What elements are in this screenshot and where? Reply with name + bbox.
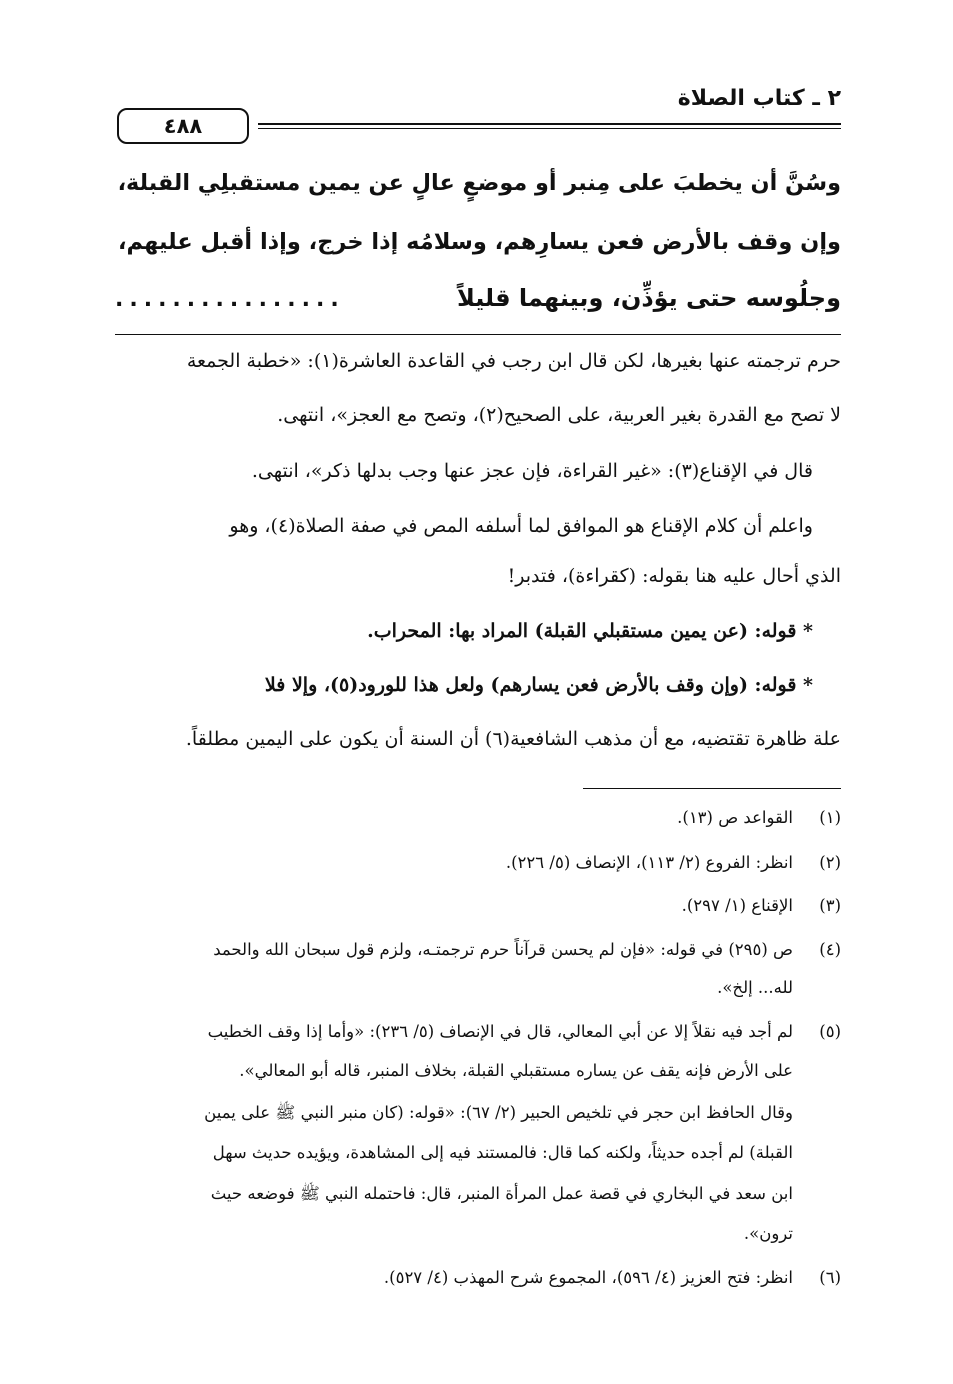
footnote-text: وقال الحافظ ابن حجر في تلخيص الحبير (٢/ ٦٧): «قوله: (كان منبر النبي ﷺ على يمين <box>204 1103 793 1122</box>
main-text-separator <box>115 334 841 335</box>
footnote-number: (٤) <box>819 940 841 959</box>
chapter-title: ٢ ـ كتاب الصلاة <box>677 86 841 111</box>
main-text-dots: ................ <box>115 287 345 312</box>
footnote-separator <box>583 788 841 789</box>
footnote-text: القواعد ص (١٣). <box>677 808 793 827</box>
commentary-line: الذي أحال عليه هنا بقوله: (كقراءة)، فتدبر! <box>507 565 841 587</box>
header-rule <box>258 123 841 125</box>
commentary-line: لا تصح مع القدرة بغير العربية، على الصحيح(٢)، وتصح مع العجز»، انتهى. <box>277 404 841 426</box>
footnote-number: (٢) <box>819 853 841 872</box>
footnote-text: الإقناع (١/ ٢٩٧). <box>681 896 793 915</box>
footnote-text: لم أجد فيه نقلاً إلا عن أبي المعالي، قال في الإنصاف (٥/ ٢٣٦): «وأما إذا وقف الخطيب <box>207 1022 793 1041</box>
footnote-text: القبلة) لم أجده حديثاً، ولكنه كما قال: فالمستند فيه إلى المشاهدة، ويؤيده حديث سهل <box>212 1143 793 1162</box>
page-number: ٤٨٨ <box>163 114 203 138</box>
page-number-box <box>117 108 249 144</box>
commentary-line: واعلم أن كلام الإقناع هو الموافق لما أسلفه المص في صفة الصلاة(٤)، وهو <box>229 515 813 537</box>
footnote-text: ترون». <box>743 1224 793 1243</box>
footnote-number: (٦) <box>819 1268 841 1287</box>
footnote-number: (٥) <box>819 1022 841 1041</box>
commentary-line: * قوله: (عن يمين مستقبلي القبلة) المراد بها: المحراب. <box>367 620 813 642</box>
footnote-text: انظر: فتح العزيز (٤/ ٥٩٦)، المجموع شرح المهذب (٤/ ٥٢٧). <box>383 1268 793 1287</box>
main-text-line: وجلُوسه حتى يؤذِّن، وبينهما قليلاً <box>457 284 841 312</box>
commentary-line: قال في الإقناع(٣): «غير القراءة، فإن عجز عنها وجب بدلها ذكر»، انتهى. <box>251 460 813 482</box>
commentary-line: حرم ترجمته عنها بغيرها، لكن قال ابن رجب في القاعدة العاشرة(١): «خطبة الجمعة <box>186 350 841 372</box>
main-text-line: وسُنَّ أن يخطبَ على مِنبر أو موضعٍ عالٍ عن يمين مستقبلِي القبلة، <box>117 170 841 196</box>
footnote-text: انظر: الفروع (٢/ ١١٣)، الإنصاف (٥/ ٢٢٦). <box>505 853 793 872</box>
footnote-text: ص (٢٩٥) في قوله: «فإن لم يحسن قرآناً حرم ترجمتـه، ولزم قول سبحان الله والحمد <box>213 940 793 959</box>
commentary-line: * قوله: (وإن وقف بالأرض فعن يسارهم) ولعل هذا للورود(٥)، وإلا فلا <box>264 674 813 696</box>
footnote-text: على الأرض فإنه يقف عن يساره مستقبلي القبلة، بخلاف المنبر، قاله أبو المعالي». <box>239 1061 793 1080</box>
footnote-text: لله... إلخ». <box>717 978 793 997</box>
footnote-number: (١) <box>819 808 841 827</box>
footnote-text: ابن سعد في البخاري في قصة عمل المرأة المنبر، قال: فاحتمله النبي ﷺ فوضعه حيث <box>210 1184 793 1203</box>
header-rule-thin <box>258 128 841 129</box>
commentary-line: علة ظاهرة تقتضيه، مع أن مذهب الشافعية(٦) أن السنة أن يكون على اليمين مطلقاً. <box>185 728 841 750</box>
main-text-line: وإن وقف بالأرض فعن يسارِهم، وسلامُه إذا خرج، وإذا أقبل عليهم، <box>117 229 841 255</box>
footnote-number: (٣) <box>819 896 841 915</box>
